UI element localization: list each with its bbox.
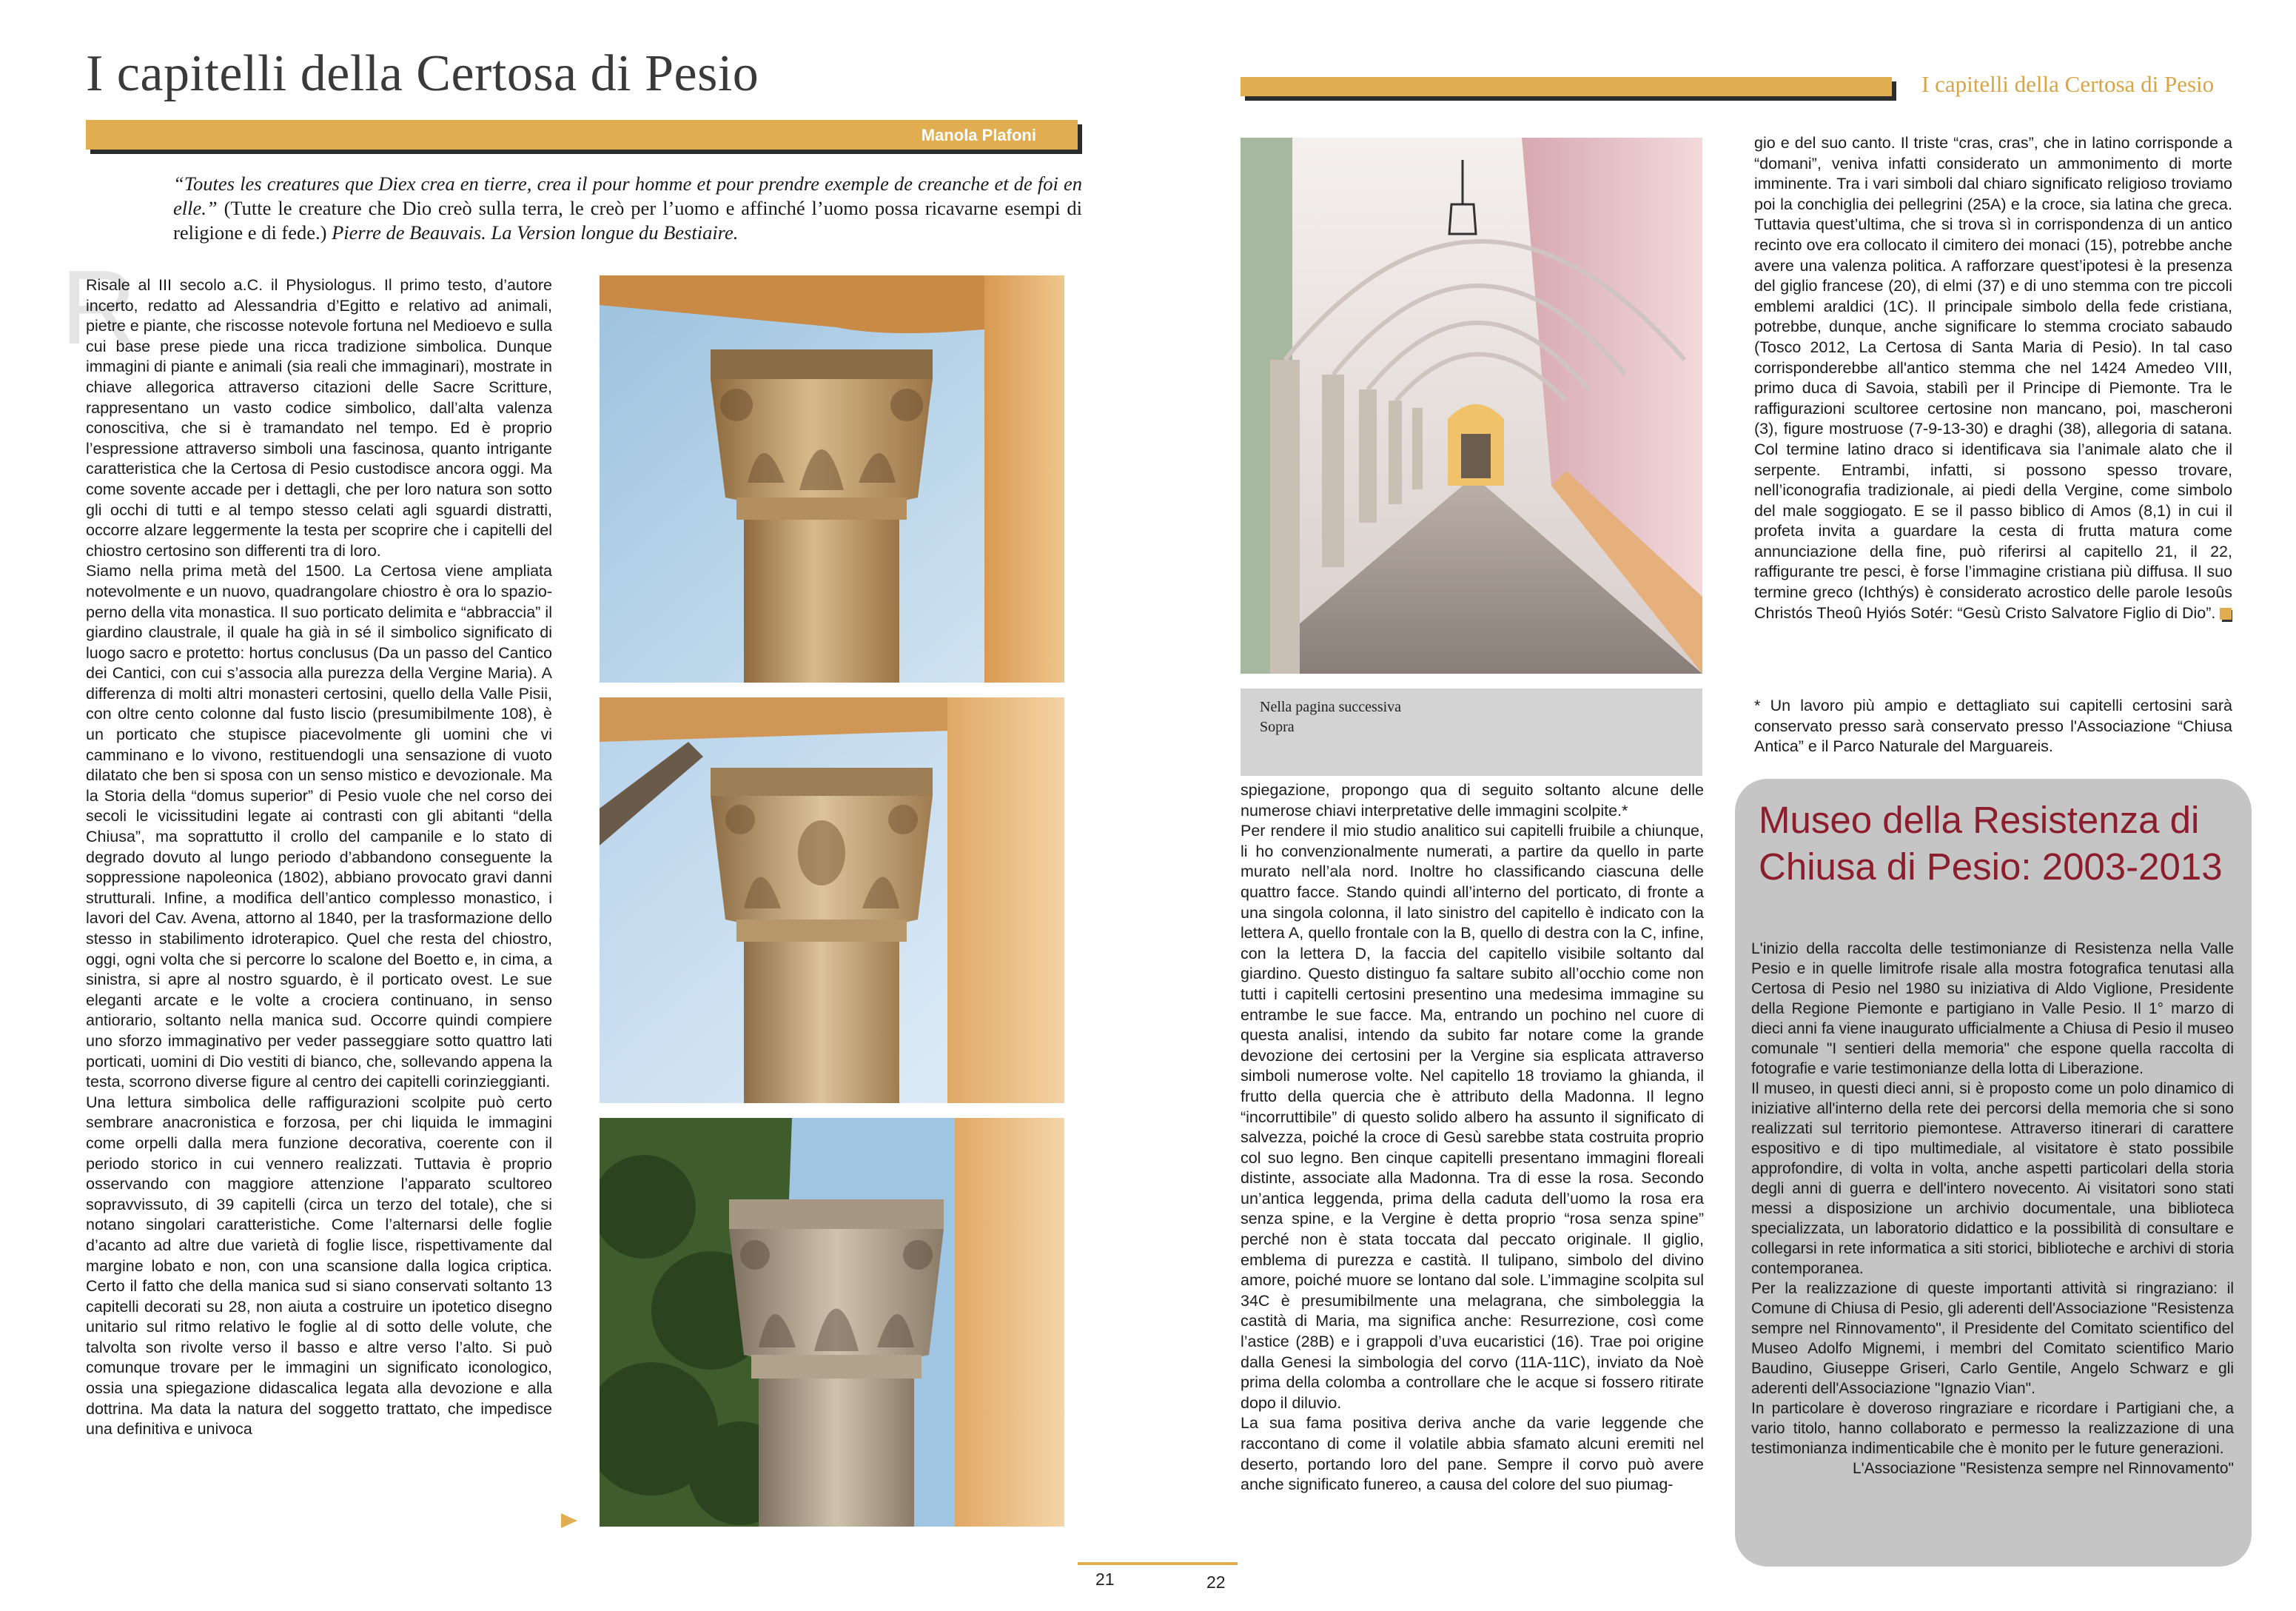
paragraph: Una lettura simbolica delle raffigurazioni scolpite può certo sembrare anacronistica e forzosa, per chi liquida le immagini come orpelli dalla mera funzione decorativa, coerente con il periodo storico in cui vennero realizzati. Tuttavia è proprio osservando con maggiore attenzione l’apparato scultoreo sopravvissuto, di 39 capitelli (circa un terzo del totale), che si notano singolari caratteristiche. Come l’alternarsi delle foglie d’acanto ad altre due varietà di foglie lisce, rispettivamente dal margine lobato e non, con una scansione dalla logica criptica. Certo il fatto che della manica sud si siano conservati soltanto 13 capitelli decorati su 28, non aiuta a costruire un ipotetico disegno unitario sul ritmo relativo le foglie al di sotto delle volute, che talvolta son rivolte verso il basso e altre verso l’alto. Si può comunque trovare per le immagini un significato iconologico, ossia una spiegazione didascalica legata alla devozione e alla dottrina. Ma data la natura del soggetto trattato, che impedisce una definitiva e univoca <box>86 1093 552 1438</box>
capital-with-mask-photo <box>600 697 1064 1103</box>
header-bar <box>1241 77 1892 96</box>
photo-caption-box <box>1241 689 1702 776</box>
continue-arrow-icon <box>561 1513 577 1528</box>
author-name: Manola Plafoni <box>921 126 1036 144</box>
museo-text <box>1751 939 2234 1478</box>
epigraph-quote: “Toutes les creatures que Diex crea en tierre, crea il pour homme et pour prendre exemple de creanche et de foi en elle.” <box>173 173 1082 219</box>
paragraph: Siamo nella prima metà del 1500. La Certosa viene ampliata notevolmente e un nuovo, quadrangolare chiostro è ora lo spazio-perno della vita monastica. Il suo porticato delimita e “abbraccia” il giardino claustrale, il quale ha già in sé il simbolico significato di luogo sacro e protetto: hortus conclusus (Da un passo del Cantico dei Cantici, con cui s’associa alla purezza della Vergine Maria). A differenza di molti altri monasteri certosini, quello della Valle Pisii, con oltre cento colonne dal fusto liscio (presumibilmente 108), è un porticato che stupisce piacevolmente gli uomini che vi camminano e lo vivono, restituendogli una sensazione di vuoto dilatato che ben si sposa con un senso mistico e devozionale. Ma la Storia della “domus superior” di Pesio vuole che nel corso dei secoli le vicissitudini legate ai contrasti con gli abitanti “della Chiusa”, ma soprattutto il crollo del campanile e lo stato di degrado dovuto al lungo periodo d’abbandono conseguente la soppressione napoleonica (1802), abbiano provocato gravi danni strutturali. Infine, a modifica dell’antico complesso monastico, i lavori del Cav. Avena, attorno al 1840, per la trasformazione dello stesso in stabilimento idroterapico. Quel che resta del chiostro, oggi, ogni volta che si percorre lo scalone del Boetto e, in cima, a sinistra, si apre al nostro sguardo, è il porticato ovest. Le sue eleganti arcate e le volte a crociera continuano, in senso antiorario, soltanto nella manica sud. Occorre quindi compiere uno sforzo immaginativo per veder passeggiare sotto quattro lati porticati, uomini di Dio vestiti di bianco, che, sollevando appena la testa, scorrono diverse figure al centro dei capitelli corinzieggianti. <box>86 562 552 1091</box>
paragraph: Per rendere il mio studio analitico sui capitelli fruibile a chiunque, li ho convenzionalmente numerati, a partire da quello in parte murato nell’ala nord. Inoltre ho classificando ciascuna delle quattro facce. Stando quindi all’interno del porticato, di fronte a una singola colonna, il lato sinistro del capitello è indicato con la lettera A, quello frontale con la B, quello di destra con la C, infine, con la lettera D, la faccia del capitello visibile soltanto dal giardino. Questo distinguo fa saltare subito all’occhio come non tutti i capitelli certosini presentino una medesima immagine su entrambe le sue facce. Ma, entrando un pochino nel cuore di questa analisi, intendo da subito far notare come la grande devozione dei certosini per la Vergine sia esplicata attraverso simboli numerose volte. Nel capitello 18 troviamo la ghianda, il frutto della quercia che è attributo della Madonna. Il legno “incorruttibile” di questo solido albero ha assunto il significato di salvezza, poiché la croce di Gesù sarebbe stata costruita proprio col suo legno. Ben cinque capitelli presentano immagini floreali distinte, associate alla Madonna. Tra di esse la rosa. Secondo un’antica leggenda, prima della caduta dell’uomo la rosa era senza spine, e la Vergine è detta proprio “rosa senza spine” perché non è stata toccata dal peccato originale. Il giglio, emblema di purezza e castità. Il tulipano, simbolo del divino amore, poiché muore se lontano dal sole. L’immagine scolpita sul 34C è presumibilmente una melagrana, che simboleggia la castità di Maria, ma significa anche: Resurrezione, così come l’astice (28B) e i grappoli d’uva eucaristici (16). Trae poi origine dalla Genesi la simbologia del corvo (11A-11C), inviato da Noè prima della colomba a controllare che le acque si fossero ritirate dopo il diluvio. <box>1241 822 1704 1412</box>
epigraph-source: Pierre de Beauvais. La Version longue du Bestiaire. <box>332 221 739 244</box>
epigraph <box>173 172 1082 245</box>
article-title: I capitelli della Certosa di Pesio <box>86 45 759 102</box>
museo-signature: L'Associazione "Resistenza sempre nel Rinnovamento" <box>1852 1460 2234 1477</box>
paragraph: Risale al III secolo a.C. il Physiologus. Il primo testo, d’autore incerto, redatto ad Alessandria d’Egitto e relativo ad animali, pietre e piante, che riscosse notevole fortuna nel Medioevo e sulla cui base prese piede una ricca tradizione simbolica. Dunque immagini di piante e animali (sia reali che immaginari), mostrate in chiave allegorica attraverso citazioni delle Sacre Scritture, rappresentano un vasto codice simbolico, dall’alta valenza conoscitiva, che si è tramandato nel tempo. Ed è proprio l’espressione attraverso simboli una fascinosa, quanto intrigante caratteristica che la Certosa di Pesio custodisce ancora oggi. Ma come sovente accade per i dettagli, che per loro natura son sotto gli occhi di tutti e al tempo stesso celati agli sguardi distratti, occorre alzare leggermente la testa per scoprire che i capitelli del chiostro certosino son differenti tra di loro. <box>86 276 552 560</box>
page-number-right: 22 <box>1206 1573 1226 1592</box>
paragraph: L'inizio della raccolta delle testimonianze di Resistenza nella Valle Pesio e in quelle limitrofe risale alla mostra fotografica tenutasi alla Certosa di Pesio nel 1980 su iniziativa di Aldo Viglione, Presidente della Regione Piemonte e partigiano in Valle Pesio. Il 1° marzo di dieci anni fa viene inaugurato ufficialmente a Chiusa di Pesio il museo comunale "I sentieri della memoria" che espone quella raccolta di fotografie e varie testimonianze della lotta di Liberazione. <box>1751 940 2234 1077</box>
page-number-left: 21 <box>1095 1570 1115 1589</box>
author-bar <box>86 120 1078 150</box>
running-header: I capitelli della Certosa di Pesio <box>1921 71 2215 97</box>
cloister-corridor-photo <box>1241 138 1702 674</box>
paragraph: Per la realizzazione di queste importanti attività si ringraziano: il Comune di Chiusa di Pesio, gli aderenti dell'Associazione "Resistenza sempre nel Rinnovamento", il Presidente del Comitato scientifico del Museo Adolfo Mignemi, i membri del Comitato scientifico Mario Baudino, Giuseppe Griseri, Carlo Gentile, Angelo Schwarz e gli aderenti dell'Associazione "Ignazio Vian". <box>1751 1280 2234 1397</box>
paragraph: gio e del suo canto. Il triste “cras, cras”, che in latino corrisponde a “domani”, veniva infatti considerato un ammonimento di morte imminente. Tra i vari simboli dal chiaro significato religioso troviamo poi la conchiglia dei pellegrini (25A) e la croce, sia latina che greca. Tuttavia quest’ultima, che si trova sì in corrispondenza di un antico recinto ove era collocato il cimitero dei monaci (15), potrebbe anche avere una valenza politica. A rafforzare quest’ipotesi è la presenza del giglio francese (20), di elmi (37) e di uno stemma con tre piccoli emblemi araldici (1C). Il principale simbolo della fede cristiana, potrebbe, dunque, anche significare lo stemma crociato sabaudo (Tosco 2012, La Certosa di Santa Maria di Pesio). In tal caso corrisponderebbe all'antico stemma che nel 1424 Amedeo VIII, primo duca di Savoia, stabilì per il Principe di Piemonte. Tra le raffigurazioni scultoree certosine non mancano, poi, mascheroni (3), figure mostruose (7-9-13-30) e draghi (38), allegoria di satana. Col termine latino draco si identificava sia l’animale alato che il serpente. Entrambi, infatti, si possono spesso trovare, nell’iconografia tradizionale, ai piedi della Vergine, come simbolo del male soggiogato. E se il passo biblico di Amos (8,1) in cui il profeta invita a guardare la cesta di frutta matura come annunciazione della fine, può riferirsi al capitello 21, il 22, raffigurante tre pesci, è forse l’immagine cristiana più diffusa. Il suo termine greco (Ichthýs) è considerato acrostico delle parole Iesoûs Christós Theoû Hyiós Sotér: “Gesù Cristo Salvatore Figlio di Dio”. <box>1754 134 2232 622</box>
end-mark-icon <box>2220 608 2232 620</box>
epigraph-translation: (Tutte le creature che Dio creò sulla terra, le creò per l’uomo e affinché l’uomo possa ricavarne esempi di religione e di fede.) <box>173 197 1082 244</box>
paragraph: Il museo, in questi dieci anni, si è proposto come un polo dinamico di iniziative all'interno della rete dei percorsi della memoria che si sono realizzati sul territorio piemontese. Attraverso itinerari di carattere espositivo e di tipo multimediale, al visitatore è stato possibile approfondire, di volta in volta, anche aspetti particolari della storia degli anni di guerra e dell'intero novecento. Ai visitatori sono stati messi a disposizione un archivio documentale, una biblioteca specializzata, un laboratorio didattico e la possibilità di consultare e collegarsi in rete informatica a siti storici, biblioteche e archivi di storia contemporanea. <box>1751 1080 2234 1277</box>
caption-line: Sopra <box>1260 719 1295 735</box>
museo-title: Museo della Resistenza di Chiusa di Pesio: 2003-2013 <box>1759 799 2223 888</box>
footer-rule <box>1078 1562 1238 1565</box>
middle-text-column <box>1241 780 1704 1535</box>
paragraph: spiegazione, propongo qua di seguito soltanto alcune delle numerose chiavi interpretative delle immagini scolpite.* <box>1241 781 1704 820</box>
drop-cap: R <box>61 249 137 366</box>
paragraph: La sua fama positiva deriva anche da varie leggende che raccontano di come il volatile abbia sfamato alcuni eremiti nel deserto, portando loro del pane. Sempre il corvo può avere anche significato funereo, a causa del colore del suo piumag- <box>1241 1414 1704 1494</box>
capital-with-acanthus-photo <box>600 1118 1064 1527</box>
left-text-column <box>86 275 552 1534</box>
paragraph: In particolare è doveroso ringraziare e ricordare i Partigiani che, a vario titolo, hanno collaborato e permesso la realizzazione di una testimonianza indimenticabile che è monito per le future generazioni. <box>1751 1400 2234 1457</box>
capital-with-eagle-photo <box>600 275 1064 683</box>
caption-line: Nella pagina successiva <box>1260 699 1402 715</box>
footnote: * Un lavoro più ampio e dettagliato sui capitelli certosini sarà conservato presso sarà conservato presso l'Associazione “Chiusa Antica” e il Parco Naturale del Marguareis. <box>1754 697 2232 756</box>
right-text-column <box>1754 133 2232 681</box>
photo-caption <box>1260 697 1401 737</box>
